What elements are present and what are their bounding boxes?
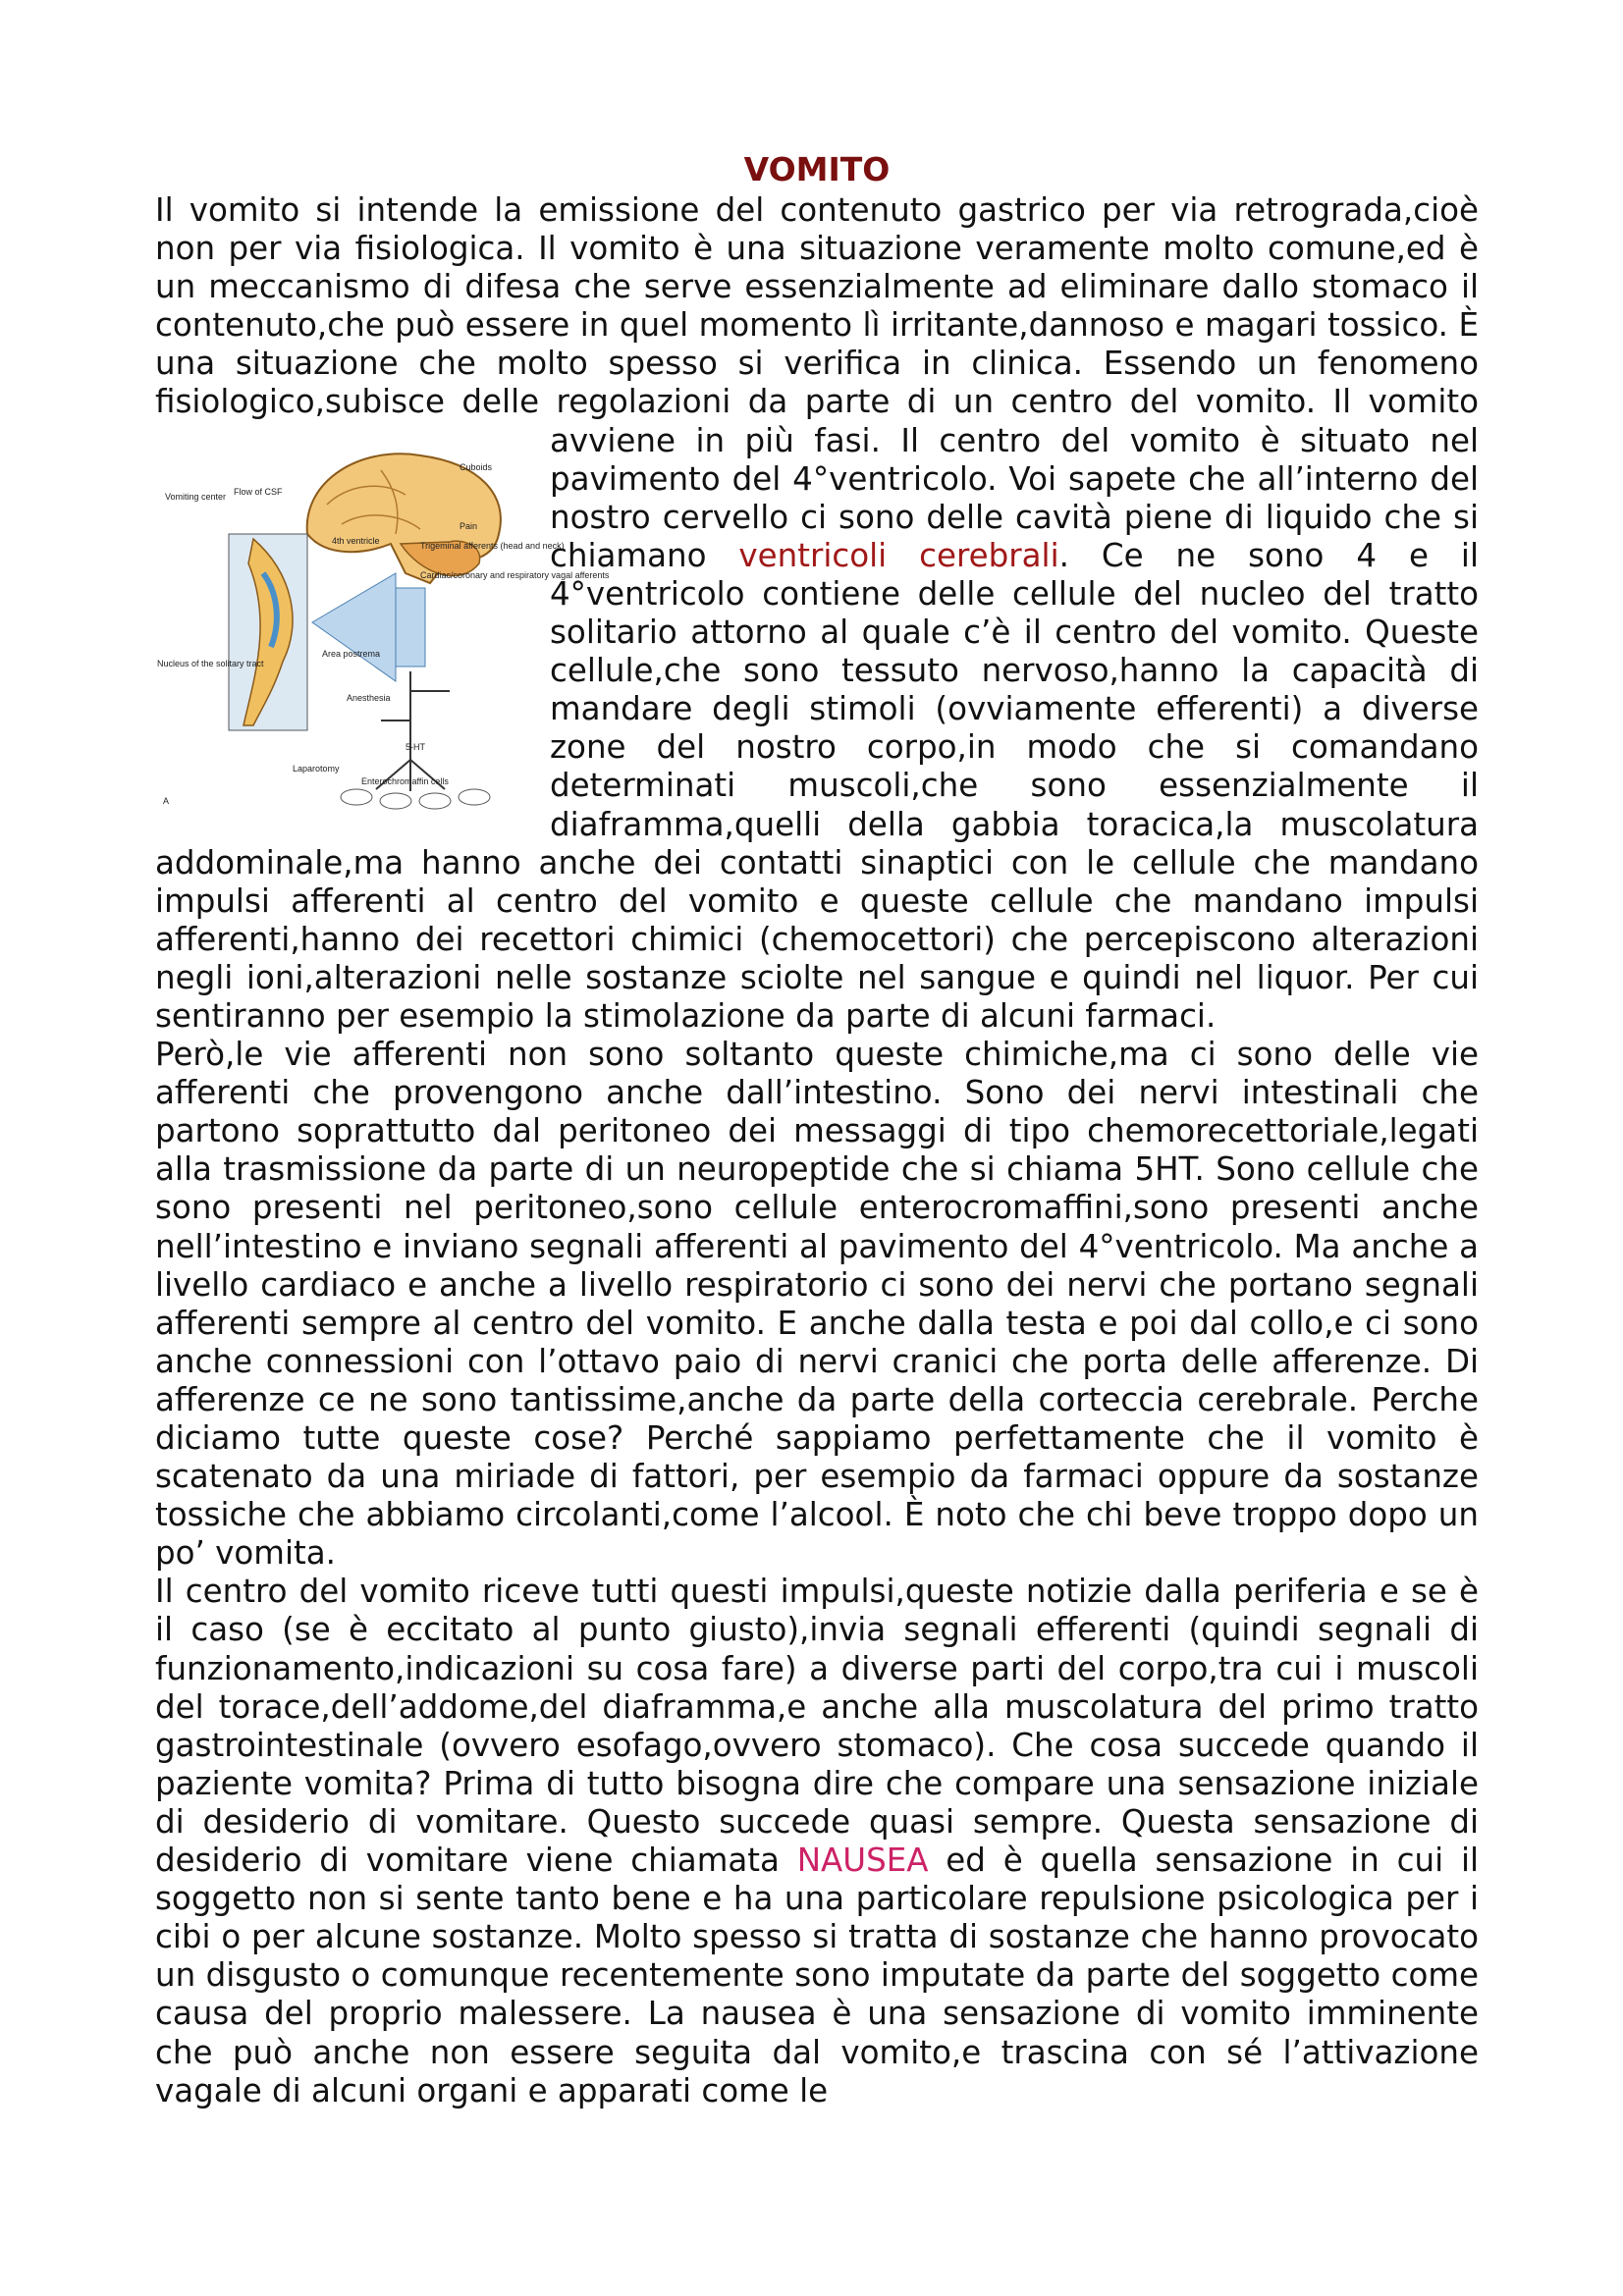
page-title: VOMITO [743,150,891,188]
label-area-postrema: Area postrema [322,648,381,659]
label-nucleus-solitary: Nucleus of the solitary tract [157,658,264,668]
label-fourth-ventricle: 4th ventricle [332,535,380,546]
paragraph-1-lead: Il vomito si intende la emissione del contenuto gastrico per via retrograda,cioè non per via fisiologica. Il vomito è una situazione veramente molto comune,ed è un meccanismo di difesa che serve essenzialmente ad eliminare dallo stomaco il contenuto,che può essere in quel momento lì irritante,dannoso e magari tossico. È una situazione che molto spesso si verifica in clinica. Essendo un fenomeno fisiologico,subisce delle regolazioni da parte di un centro del vomito. Il vomito avviene in più fasi. Il centro del vomito è situato nel [155,191,1479,459]
fourth-ventricle-box [396,588,425,667]
label-flow-csf: Flow of CSF [234,486,283,497]
nausea-highlight: NAUSEA [796,1842,929,1880]
nerve-lines [376,671,450,791]
label-laparotomy: Laparotomy [293,763,340,774]
label-cuboids: Cuboids [460,461,493,472]
label-5ht: 5-HT [406,741,425,752]
paragraph-1-lead-wrapped: pavimento del 4°ventricolo. Voi sapete che all’interno del nostro cervello ci sono delle cavità piene di liquido che si chiamano [550,459,1479,574]
label-panel-a: A [163,795,170,806]
label-cardiac: Cardiac/coronary and respiratory vagal afferents [420,569,610,580]
paragraph-3-tail: ed è quella sensazione in cui il soggetto non si sente tanto bene e ha una particolare repulsione psicologica per i cibi o per alcune sostanze. Molto spesso si tratta di sostanze che hanno provocato un disgusto o comunque recentemente sono imputate da parte del soggetto come causa del proprio malessere. La nausea è una sensazione di vomito imminente che può anche non essere seguita dal vomito,e trascina con sé l’attivazione vagale di alcuni organi e apparati come le [155,1842,1480,2109]
paragraph-3-lead: Il centro del vomito riceve tutti questi impulsi,queste notizie dalla periferia e se è il caso (se è eccitato al punto giusto),invia segnali efferenti (quindi segnali di funzionamento,indicazioni su cosa fare) a diverse parti del corpo,tra cui i muscoli del torace,dell’addome,del diaframma,e anche alla muscolatura del primo tratto gastrointestinale (ovvero esofago,ovvero stomaco). Che cosa succede quando il paziente vomita? Prima di tutto bisogna dire che compare una sensazione iniziale di desiderio di vomitare. Questo succede quasi sempre. Questa sensazione di desiderio di vomitare viene chiamata [155,1573,1479,1880]
paragraph-2: Però,le vie afferenti non sono soltanto queste chimiche,ma ci sono delle vie afferenti che provengono anche dall’intestino. Sono dei nervi intestinali che partono soprattutto dal peritoneo dei messaggi di tipo chemorecettoriale,legati alla trasmissione da parte di un neuropeptide che si chiama 5HT. Sono cellule che sono presenti nel peritoneo,sono cellule enterocromaffini,sono presenti anche nell’intestino e inviano segnali afferenti al pavimento del 4°ventricolo. Ma anche a livello cardiaco e anche a livello respiratorio ci sono dei nervi che portano segnali afferenti sempre al centro del vomito. E anche dalla testa e poi dal collo,e ci sono anche connessioni con l’ottavo paio di nervi cranici che porta delle afferenze. Di afferenze ce ne sono tantissime,anche da parte della corteccia cerebrale. Perche diciamo tutte queste cose? Perché sappiamo perfettamente che il vomito è scatenato da una miriade di fattori, per esempio da farmaci oppure da sostanze tossiche che abbiamo circolanti,come l’alcool. È noto che chi beve troppo dopo un po’ vomita. [155,1036,1479,1573]
paragraph-3 [155,1573,1479,2109]
label-vomiting-center: Vomiting center [165,491,227,502]
label-anesthesia: Anesthesia [347,692,391,703]
cell-2 [380,793,411,809]
cell-3 [419,793,451,809]
label-enterochromaffin: Enterochromaffin cells [361,775,449,786]
cell-1 [341,789,372,805]
cell-4 [459,789,490,805]
paragraph-1 [155,191,1479,1036]
ventricoli-link-text: ventricoli cerebrali [738,536,1059,574]
label-pain: Pain [460,520,478,531]
vomiting-center-figure [155,426,610,812]
paragraph-1-tail: . Ce ne sono 4 e il 4°ventricolo contiene delle cellule del nucleo del tratto solitario attorno al quale c’è il centro del vomito. Queste cellule,che sono tessuto nervoso,hanno la capacità di mandare degli stimoli (ovviamente efferenti) a diverse zone del nostro corpo,in modo che si comandano determinati muscoli,che sono essenzialmente il diaframma,quelli della gabbia toracica,la muscolatura addominale,ma hanno anche dei contatti sinaptici con le cellule che mandano impulsi afferenti al centro del vomito e queste cellule che mandano impulsi afferenti,hanno dei recettori chimici (chemocettori) che percepiscono alterazioni negli ioni,alterazioni nelle sostanze sciolte nel sangue e quindi nel liquor. Per cui sentiranno per esempio la stimolazione da parte di alcuni farmaci. [155,536,1479,1035]
label-trigeminal: Trigeminal afferents (head and neck) [420,540,565,551]
brain-diagram [155,426,610,812]
document-page [155,147,1479,2110]
